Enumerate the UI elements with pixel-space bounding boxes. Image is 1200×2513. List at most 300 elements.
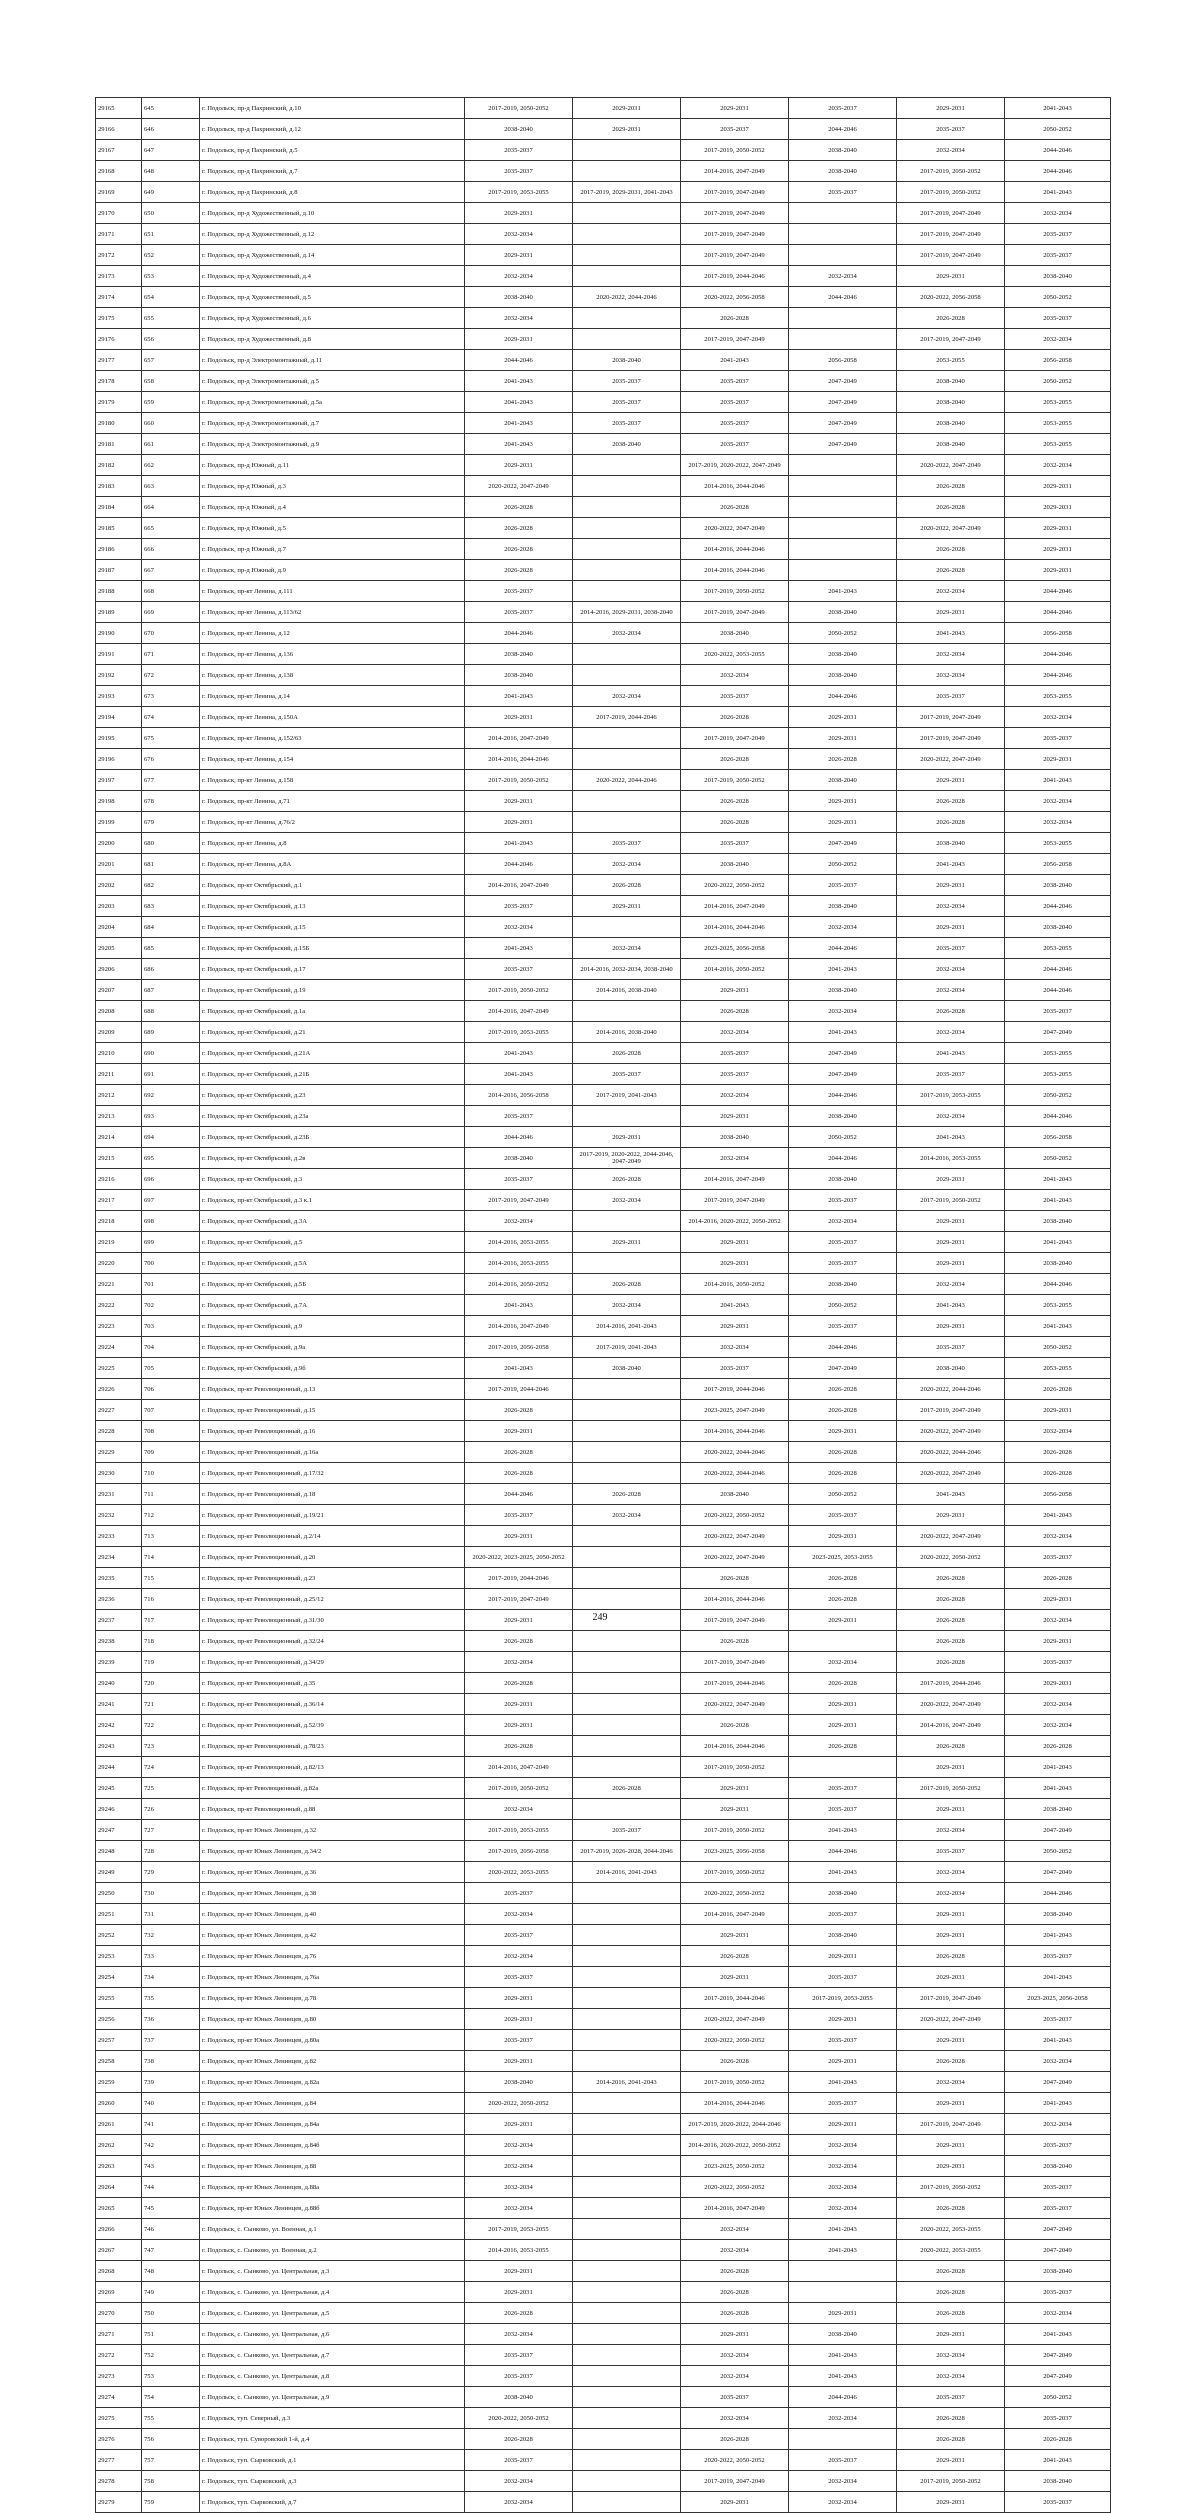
period-5-cell: 2026-2028 — [897, 1568, 1005, 1589]
period-2-cell: 2038-2040 — [573, 350, 681, 371]
period-4-cell: 2050-2052 — [789, 1295, 897, 1316]
row-id-cell: 29216 — [96, 1169, 142, 1190]
period-2-cell: 2032-2034 — [573, 854, 681, 875]
period-3-cell: 2017-2019, 2047-2049 — [681, 1190, 789, 1211]
period-4-cell: 2038-2040 — [789, 770, 897, 791]
period-4-cell: 2032-2034 — [789, 917, 897, 938]
row-number-cell: 756 — [142, 2429, 200, 2450]
period-2-cell: 2032-2034 — [573, 1190, 681, 1211]
period-3-cell: 2020-2022, 2050-2052 — [681, 2177, 789, 2198]
period-4-cell: 2032-2034 — [789, 2198, 897, 2219]
row-id-cell: 29211 — [96, 1064, 142, 1085]
address-cell: г. Подольск, с. Сынково, ул. Центральная, д.6 — [200, 2324, 465, 2345]
period-2-cell: 2032-2034 — [573, 1295, 681, 1316]
period-1-cell: 2032-2034 — [465, 917, 573, 938]
period-1-cell: 2032-2034 — [465, 2492, 573, 2513]
period-3-cell: 2035-2037 — [681, 686, 789, 707]
period-5-cell: 2017-2019, 2050-2052 — [897, 1778, 1005, 1799]
row-number-cell: 693 — [142, 1106, 200, 1127]
period-1-cell: 2032-2034 — [465, 2198, 573, 2219]
table-row — [96, 497, 1111, 518]
period-5-cell: 2029-2031 — [897, 875, 1005, 896]
period-3-cell: 2038-2040 — [681, 854, 789, 875]
row-id-cell: 29187 — [96, 560, 142, 581]
table-row — [96, 1106, 1111, 1127]
period-6-cell: 2041-2043 — [1005, 1925, 1111, 1946]
row-id-cell: 29255 — [96, 1988, 142, 2009]
period-2-cell — [573, 1253, 681, 1274]
address-cell: г. Подольск, пр-кт Юных Ленинцев, д.80а — [200, 2030, 465, 2051]
period-2-cell: 2032-2034 — [573, 686, 681, 707]
row-id-cell: 29251 — [96, 1904, 142, 1925]
row-id-cell: 29218 — [96, 1211, 142, 1232]
row-id-cell: 29240 — [96, 1673, 142, 1694]
period-1-cell: 2017-2019, 2053-2055 — [465, 2219, 573, 2240]
row-number-cell: 648 — [142, 161, 200, 182]
address-cell: г. Подольск, пр-кт Революционный, д.34/29 — [200, 1652, 465, 1673]
row-id-cell: 29175 — [96, 308, 142, 329]
table-row — [96, 1358, 1111, 1379]
table-row — [96, 329, 1111, 350]
row-number-cell: 677 — [142, 770, 200, 791]
period-1-cell: 2017-2019, 2047-2049 — [465, 1190, 573, 1211]
period-6-cell: 2041-2043 — [1005, 1778, 1111, 1799]
period-2-cell — [573, 644, 681, 665]
period-4-cell: 2041-2043 — [789, 1820, 897, 1841]
table-row — [96, 2219, 1111, 2240]
row-id-cell: 29194 — [96, 707, 142, 728]
row-id-cell: 29183 — [96, 476, 142, 497]
row-id-cell: 29172 — [96, 245, 142, 266]
period-4-cell: 2029-2031 — [789, 791, 897, 812]
period-4-cell: 2038-2040 — [789, 644, 897, 665]
period-4-cell: 2056-2058 — [789, 350, 897, 371]
row-number-cell: 690 — [142, 1043, 200, 1064]
period-3-cell: 2038-2040 — [681, 1484, 789, 1505]
row-id-cell: 29188 — [96, 581, 142, 602]
row-number-cell: 709 — [142, 1442, 200, 1463]
period-1-cell: 2029-2031 — [465, 1421, 573, 1442]
row-number-cell: 727 — [142, 1820, 200, 1841]
period-3-cell: 2026-2028 — [681, 308, 789, 329]
period-6-cell: 2038-2040 — [1005, 1253, 1111, 1274]
period-1-cell: 2038-2040 — [465, 644, 573, 665]
row-id-cell: 29204 — [96, 917, 142, 938]
table-row — [96, 1442, 1111, 1463]
address-cell: г. Подольск, пр-кт Юных Ленинцев, д.78 — [200, 1988, 465, 2009]
row-id-cell: 29266 — [96, 2219, 142, 2240]
address-cell: г. Подольск, пр-д Электромонтажный, д.11 — [200, 350, 465, 371]
period-1-cell: 2026-2028 — [465, 1673, 573, 1694]
address-cell: г. Подольск, пр-кт Революционный, д.36/14 — [200, 1694, 465, 1715]
period-1-cell: 2032-2034 — [465, 1652, 573, 1673]
period-6-cell: 2026-2028 — [1005, 2429, 1111, 2450]
address-cell: г. Подольск, пр-кт Октябрьский, д.15Б — [200, 938, 465, 959]
period-2-cell: 2014-2016, 2038-2040 — [573, 980, 681, 1001]
period-4-cell: 2047-2049 — [789, 1043, 897, 1064]
table-row — [96, 1484, 1111, 1505]
address-cell: г. Подольск, пр-кт Октябрьский, д.3 к.1 — [200, 1190, 465, 1211]
period-1-cell: 2029-2031 — [465, 1694, 573, 1715]
period-2-cell — [573, 2177, 681, 2198]
period-4-cell: 2026-2028 — [789, 1736, 897, 1757]
period-3-cell: 2032-2034 — [681, 2408, 789, 2429]
period-6-cell: 2044-2046 — [1005, 1106, 1111, 1127]
period-1-cell: 2032-2034 — [465, 2156, 573, 2177]
period-2-cell — [573, 476, 681, 497]
period-4-cell: 2044-2046 — [789, 2387, 897, 2408]
period-2-cell — [573, 2429, 681, 2450]
address-cell: г. Подольск, пр-д Электромонтажный, д.5а — [200, 392, 465, 413]
row-id-cell: 29217 — [96, 1190, 142, 1211]
table-row — [96, 1526, 1111, 1547]
address-cell: г. Подольск, пр-кт Октябрьский, д.5Б — [200, 1274, 465, 1295]
table-row — [96, 2156, 1111, 2177]
period-1-cell: 2014-2016, 2047-2049 — [465, 875, 573, 896]
table-row — [96, 665, 1111, 686]
period-3-cell: 2032-2034 — [681, 665, 789, 686]
address-cell: г. Подольск, пр-кт Революционный, д.31/30 — [200, 1610, 465, 1631]
period-6-cell: 2032-2034 — [1005, 812, 1111, 833]
period-1-cell: 2041-2043 — [465, 1064, 573, 1085]
row-number-cell: 732 — [142, 1925, 200, 1946]
table-row — [96, 959, 1111, 980]
period-2-cell: 2026-2028 — [573, 1778, 681, 1799]
period-1-cell: 2044-2046 — [465, 623, 573, 644]
period-6-cell: 2029-2031 — [1005, 1631, 1111, 1652]
period-3-cell: 2035-2037 — [681, 2387, 789, 2408]
table-row — [96, 686, 1111, 707]
period-2-cell — [573, 2324, 681, 2345]
period-3-cell: 2014-2016, 2047-2049 — [681, 161, 789, 182]
row-id-cell: 29207 — [96, 980, 142, 1001]
row-id-cell: 29201 — [96, 854, 142, 875]
period-4-cell: 2032-2034 — [789, 1001, 897, 1022]
address-cell: г. Подольск, пр-кт Юных Ленинцев, д.84б — [200, 2135, 465, 2156]
period-2-cell — [573, 2156, 681, 2177]
row-number-cell: 654 — [142, 287, 200, 308]
period-2-cell — [573, 539, 681, 560]
period-5-cell: 2029-2031 — [897, 602, 1005, 623]
period-5-cell: 2029-2031 — [897, 1505, 1005, 1526]
row-number-cell: 686 — [142, 959, 200, 980]
period-4-cell: 2029-2031 — [789, 1421, 897, 1442]
period-4-cell: 2029-2031 — [789, 2303, 897, 2324]
period-1-cell: 2041-2043 — [465, 833, 573, 854]
period-2-cell: 2032-2034 — [573, 1505, 681, 1526]
address-cell: г. Подольск, пр-кт Юных Ленинцев, д.76 — [200, 1946, 465, 1967]
period-5-cell: 2017-2019, 2047-2049 — [897, 728, 1005, 749]
period-2-cell: 2026-2028 — [573, 1043, 681, 1064]
row-number-cell: 663 — [142, 476, 200, 497]
row-number-cell: 752 — [142, 2345, 200, 2366]
period-3-cell: 2017-2019, 2047-2049 — [681, 224, 789, 245]
address-cell: г. Подольск, пр-д Электромонтажный, д.7 — [200, 413, 465, 434]
row-number-cell: 670 — [142, 623, 200, 644]
table-row — [96, 1862, 1111, 1883]
row-number-cell: 721 — [142, 1694, 200, 1715]
table-row — [96, 161, 1111, 182]
period-5-cell: 2035-2037 — [897, 2387, 1005, 2408]
row-number-cell: 747 — [142, 2240, 200, 2261]
row-number-cell: 748 — [142, 2261, 200, 2282]
table-row — [96, 1589, 1111, 1610]
address-cell: г. Подольск, пр-д Художественный, д.8 — [200, 329, 465, 350]
period-4-cell: 2029-2031 — [789, 1610, 897, 1631]
period-3-cell: 2026-2028 — [681, 707, 789, 728]
period-5-cell: 2017-2019, 2047-2049 — [897, 203, 1005, 224]
period-3-cell: 2020-2022, 2050-2052 — [681, 1883, 789, 1904]
address-cell: г. Подольск, пр-кт Октябрьский, д.5 — [200, 1232, 465, 1253]
row-number-cell: 758 — [142, 2471, 200, 2492]
period-1-cell: 2035-2037 — [465, 1967, 573, 1988]
period-6-cell: 2041-2043 — [1005, 770, 1111, 791]
period-3-cell: 2017-2019, 2050-2052 — [681, 2072, 789, 2093]
period-5-cell: 2017-2019, 2053-2055 — [897, 1085, 1005, 1106]
period-3-cell: 2017-2019, 2047-2049 — [681, 1610, 789, 1631]
period-6-cell: 2032-2034 — [1005, 1715, 1111, 1736]
period-5-cell: 2032-2034 — [897, 959, 1005, 980]
period-1-cell: 2029-2031 — [465, 1715, 573, 1736]
period-3-cell: 2035-2037 — [681, 413, 789, 434]
period-3-cell: 2029-2031 — [681, 1967, 789, 1988]
address-cell: г. Подольск, пр-кт Ленина, д.158 — [200, 770, 465, 791]
table-row — [96, 1904, 1111, 1925]
table-row — [96, 203, 1111, 224]
period-2-cell — [573, 560, 681, 581]
period-6-cell: 2035-2037 — [1005, 1547, 1111, 1568]
row-id-cell: 29269 — [96, 2282, 142, 2303]
row-number-cell: 646 — [142, 119, 200, 140]
period-5-cell: 2017-2019, 2047-2049 — [897, 1988, 1005, 2009]
period-4-cell: 2044-2046 — [789, 1841, 897, 1862]
period-5-cell: 2029-2031 — [897, 2030, 1005, 2051]
period-5-cell: 2032-2034 — [897, 896, 1005, 917]
period-6-cell: 2047-2049 — [1005, 1862, 1111, 1883]
row-number-cell: 714 — [142, 1547, 200, 1568]
period-6-cell: 2050-2052 — [1005, 1148, 1111, 1169]
address-cell: г. Подольск, пр-д Художественный, д.14 — [200, 245, 465, 266]
period-3-cell: 2020-2022, 2050-2052 — [681, 2450, 789, 2471]
period-3-cell: 2020-2022, 2050-2052 — [681, 1505, 789, 1526]
table-row — [96, 1463, 1111, 1484]
period-4-cell — [789, 2282, 897, 2303]
period-1-cell: 2029-2031 — [465, 2282, 573, 2303]
address-cell: г. Подольск, пр-кт Революционный, д.18 — [200, 1484, 465, 1505]
period-3-cell: 2038-2040 — [681, 1127, 789, 1148]
period-2-cell — [573, 1547, 681, 1568]
row-id-cell: 29173 — [96, 266, 142, 287]
address-cell: г. Подольск, с. Сынково, ул. Центральная, д.9 — [200, 2387, 465, 2408]
address-cell: г. Подольск, пр-д Южный, д.7 — [200, 539, 465, 560]
period-6-cell: 2041-2043 — [1005, 98, 1111, 119]
period-5-cell: 2029-2031 — [897, 770, 1005, 791]
period-5-cell: 2026-2028 — [897, 2282, 1005, 2303]
period-3-cell: 2026-2028 — [681, 2303, 789, 2324]
row-id-cell: 29191 — [96, 644, 142, 665]
period-2-cell — [573, 2408, 681, 2429]
period-2-cell — [573, 1883, 681, 1904]
address-cell: г. Подольск, пр-кт Октябрьский, д.9б — [200, 1358, 465, 1379]
period-2-cell — [573, 224, 681, 245]
period-2-cell — [573, 728, 681, 749]
table-row — [96, 1232, 1111, 1253]
period-2-cell: 2017-2019, 2041-2043 — [573, 1085, 681, 1106]
period-1-cell: 2041-2043 — [465, 1043, 573, 1064]
period-3-cell: 2020-2022, 2050-2052 — [681, 875, 789, 896]
address-cell: г. Подольск, с. Сынково, ул. Центральная, д.7 — [200, 2345, 465, 2366]
row-number-cell: 669 — [142, 602, 200, 623]
period-4-cell: 2029-2031 — [789, 812, 897, 833]
period-6-cell: 2038-2040 — [1005, 2261, 1111, 2282]
period-6-cell: 2029-2031 — [1005, 476, 1111, 497]
period-2-cell — [573, 1589, 681, 1610]
table-row — [96, 2387, 1111, 2408]
period-4-cell: 2017-2019, 2053-2055 — [789, 1988, 897, 2009]
period-3-cell: 2017-2019, 2044-2046 — [681, 1379, 789, 1400]
address-cell: г. Подольск, пр-д Пахринский, д.7 — [200, 161, 465, 182]
address-cell: г. Подольск, пр-кт Ленина, д.154 — [200, 749, 465, 770]
period-6-cell: 2041-2043 — [1005, 2093, 1111, 2114]
period-1-cell: 2014-2016, 2053-2055 — [465, 2240, 573, 2261]
period-1-cell: 2032-2034 — [465, 2471, 573, 2492]
period-1-cell: 2029-2031 — [465, 2261, 573, 2282]
period-4-cell: 2026-2028 — [789, 1589, 897, 1610]
row-number-cell: 759 — [142, 2492, 200, 2513]
row-number-cell: 650 — [142, 203, 200, 224]
period-4-cell: 2023-2025, 2053-2055 — [789, 1547, 897, 1568]
table-row — [96, 2135, 1111, 2156]
period-2-cell — [573, 1442, 681, 1463]
address-cell: г. Подольск, пр-кт Революционный, д.20 — [200, 1547, 465, 1568]
period-1-cell: 2029-2031 — [465, 1988, 573, 2009]
row-number-cell: 710 — [142, 1463, 200, 1484]
address-cell: г. Подольск, пр-кт Юных Ленинцев, д.82 — [200, 2051, 465, 2072]
period-3-cell: 2023-2025, 2056-2058 — [681, 1841, 789, 1862]
period-6-cell: 2041-2043 — [1005, 1190, 1111, 1211]
table-row — [96, 434, 1111, 455]
period-4-cell: 2044-2046 — [789, 287, 897, 308]
row-id-cell: 29208 — [96, 1001, 142, 1022]
period-1-cell: 2026-2028 — [465, 1442, 573, 1463]
period-4-cell: 2032-2034 — [789, 2177, 897, 2198]
period-6-cell: 2044-2046 — [1005, 140, 1111, 161]
address-cell: г. Подольск, пр-кт Революционный, д.78/23 — [200, 1736, 465, 1757]
period-4-cell: 2044-2046 — [789, 1085, 897, 1106]
period-5-cell: 2017-2019, 2050-2052 — [897, 2177, 1005, 2198]
period-3-cell: 2026-2028 — [681, 497, 789, 518]
period-5-cell: 2032-2034 — [897, 665, 1005, 686]
address-cell: г. Подольск, пр-кт Революционный, д.19/21 — [200, 1505, 465, 1526]
period-5-cell: 2017-2019, 2047-2049 — [897, 224, 1005, 245]
row-number-cell: 737 — [142, 2030, 200, 2051]
period-3-cell: 2014-2016, 2044-2046 — [681, 539, 789, 560]
period-6-cell: 2032-2034 — [1005, 455, 1111, 476]
period-2-cell — [573, 2135, 681, 2156]
period-6-cell: 2038-2040 — [1005, 1799, 1111, 1820]
period-5-cell: 2017-2019, 2050-2052 — [897, 161, 1005, 182]
period-1-cell: 2035-2037 — [465, 602, 573, 623]
period-4-cell: 2032-2034 — [789, 2135, 897, 2156]
period-2-cell — [573, 1106, 681, 1127]
table-row — [96, 2492, 1111, 2513]
period-5-cell: 2035-2037 — [897, 1064, 1005, 1085]
period-2-cell — [573, 1799, 681, 1820]
table-row — [96, 2177, 1111, 2198]
row-id-cell: 29234 — [96, 1547, 142, 1568]
period-2-cell: 2026-2028 — [573, 1274, 681, 1295]
period-3-cell: 2014-2016, 2044-2046 — [681, 1736, 789, 1757]
period-6-cell: 2053-2055 — [1005, 686, 1111, 707]
row-id-cell: 29242 — [96, 1715, 142, 1736]
table-row — [96, 1925, 1111, 1946]
table-row — [96, 2261, 1111, 2282]
period-2-cell — [573, 2471, 681, 2492]
row-id-cell: 29278 — [96, 2471, 142, 2492]
row-id-cell: 29178 — [96, 371, 142, 392]
period-2-cell: 2017-2019, 2029-2031, 2041-2043 — [573, 182, 681, 203]
period-1-cell: 2035-2037 — [465, 1505, 573, 1526]
address-cell: г. Подольск, пр-кт Октябрьский, д.3А — [200, 1211, 465, 1232]
period-2-cell — [573, 1526, 681, 1547]
period-2-cell: 2032-2034 — [573, 938, 681, 959]
row-id-cell: 29176 — [96, 329, 142, 350]
period-1-cell: 2038-2040 — [465, 287, 573, 308]
period-2-cell — [573, 1736, 681, 1757]
period-2-cell — [573, 791, 681, 812]
period-3-cell: 2029-2031 — [681, 2324, 789, 2345]
period-4-cell — [789, 329, 897, 350]
row-id-cell: 29259 — [96, 2072, 142, 2093]
period-1-cell: 2026-2028 — [465, 560, 573, 581]
row-number-cell: 667 — [142, 560, 200, 581]
row-id-cell: 29200 — [96, 833, 142, 854]
period-5-cell: 2041-2043 — [897, 1127, 1005, 1148]
row-number-cell: 757 — [142, 2450, 200, 2471]
row-number-cell: 661 — [142, 434, 200, 455]
period-1-cell: 2032-2034 — [465, 266, 573, 287]
period-3-cell: 2017-2019, 2050-2052 — [681, 140, 789, 161]
period-3-cell: 2017-2019, 2020-2022, 2047-2049 — [681, 455, 789, 476]
period-5-cell: 2029-2031 — [897, 1904, 1005, 1925]
period-1-cell: 2020-2022, 2053-2055 — [465, 1862, 573, 1883]
table-row — [96, 245, 1111, 266]
row-number-cell: 723 — [142, 1736, 200, 1757]
period-5-cell: 2014-2016, 2053-2055 — [897, 1148, 1005, 1169]
table-row — [96, 2030, 1111, 2051]
period-3-cell: 2017-2019, 2044-2046 — [681, 1673, 789, 1694]
address-cell: г. Подольск, пр-д Южный, д.5 — [200, 518, 465, 539]
address-schedule-table — [95, 97, 1111, 2513]
period-1-cell: 2029-2031 — [465, 1610, 573, 1631]
period-5-cell: 2029-2031 — [897, 2135, 1005, 2156]
period-4-cell — [789, 2261, 897, 2282]
row-id-cell: 29182 — [96, 455, 142, 476]
table-row — [96, 1841, 1111, 1862]
period-4-cell: 2038-2040 — [789, 896, 897, 917]
row-id-cell: 29197 — [96, 770, 142, 791]
period-6-cell: 2035-2037 — [1005, 2282, 1111, 2303]
period-4-cell: 2050-2052 — [789, 623, 897, 644]
address-cell: г. Подольск, пр-кт Революционный, д.17/32 — [200, 1463, 465, 1484]
table-row — [96, 2324, 1111, 2345]
row-number-cell: 679 — [142, 812, 200, 833]
row-id-cell: 29166 — [96, 119, 142, 140]
period-6-cell: 2029-2031 — [1005, 1400, 1111, 1421]
period-5-cell: 2035-2037 — [897, 938, 1005, 959]
row-number-cell: 731 — [142, 1904, 200, 1925]
row-id-cell: 29276 — [96, 2429, 142, 2450]
